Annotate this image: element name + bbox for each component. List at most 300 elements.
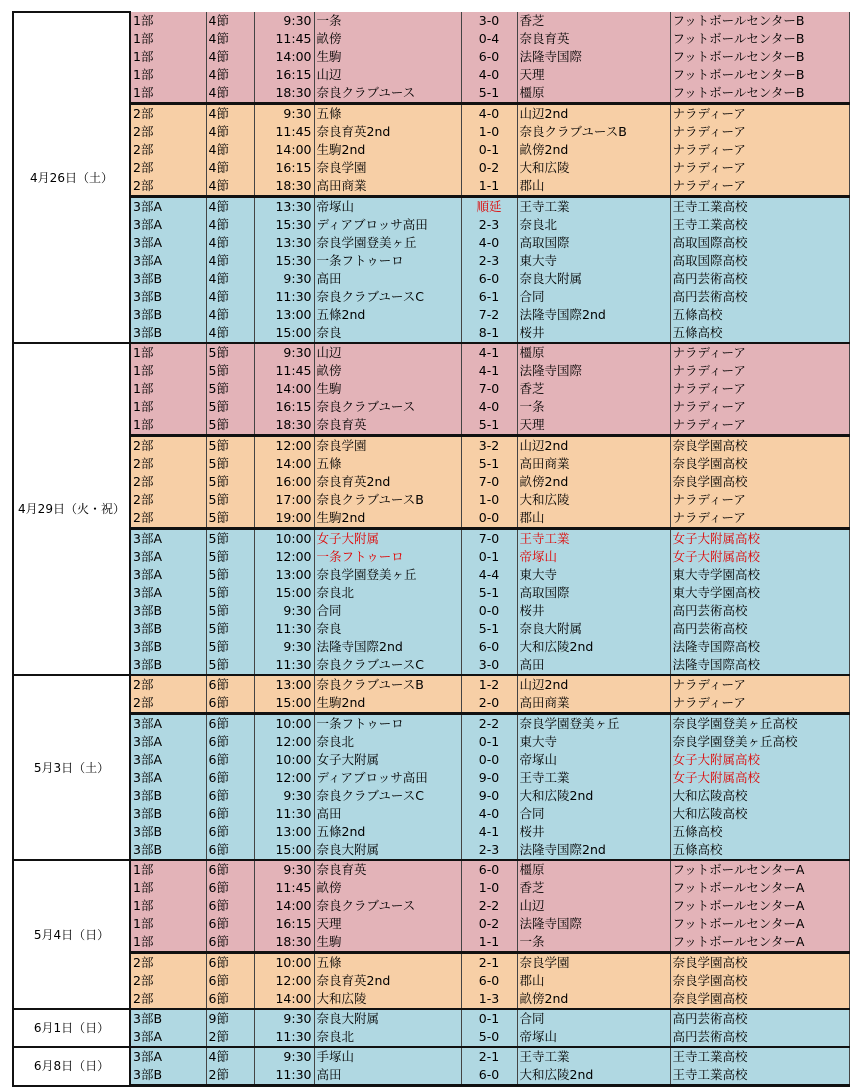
home-team-cell: 奈良学園 [314,159,461,177]
home-team-cell: 奈良北 [314,584,461,602]
home-team-cell: 奈良クラブユース [314,84,461,104]
away-team-cell: 奈良大附属 [517,620,670,638]
score-cell: 4-1 [461,823,517,841]
away-team-cell: 一条 [517,933,670,953]
time-cell: 13:00 [254,675,314,694]
division-cell: 1部 [130,915,206,933]
venue-cell: ナラディーア [670,362,849,380]
date-cell: 6月1日（日） [13,1009,130,1047]
venue-cell: フットボールセンターB [670,66,849,84]
match-row [13,123,849,141]
score-cell: 0-0 [461,602,517,620]
venue-cell: フットボールセンターA [670,860,849,879]
match-row [13,104,849,124]
away-team-cell: 一条 [517,398,670,416]
score-cell: 0-1 [461,141,517,159]
venue-cell: フットボールセンターB [670,30,849,48]
venue-cell: 奈良学園高校 [670,436,849,456]
home-team-cell: 大和広陵 [314,990,461,1009]
time-cell: 14:00 [254,380,314,398]
away-team-cell: 桜井 [517,823,670,841]
time-cell: 16:15 [254,398,314,416]
time-cell: 11:45 [254,30,314,48]
score-cell: 0-2 [461,159,517,177]
round-cell: 6節 [206,953,254,973]
round-cell: 6節 [206,805,254,823]
round-cell: 4節 [206,159,254,177]
home-team-cell: 奈良クラブユース [314,897,461,915]
away-team-cell: 奈良学園登美ヶ丘 [517,714,670,734]
home-team-cell: 奈良クラブユースC [314,787,461,805]
division-cell: 3部B [130,306,206,324]
match-row [13,675,849,694]
match-row [13,733,849,751]
score-cell: 6-0 [461,270,517,288]
away-team-cell: 畝傍2nd [517,141,670,159]
home-team-cell: 五條2nd [314,306,461,324]
time-cell: 13:00 [254,306,314,324]
match-row [13,548,849,566]
match-row [13,84,849,104]
venue-cell: 東大寺学園高校 [670,566,849,584]
round-cell: 6節 [206,714,254,734]
venue-cell: 王寺工業高校 [670,197,849,217]
time-cell: 15:00 [254,694,314,714]
away-team-cell: 合同 [517,805,670,823]
round-cell: 5節 [206,620,254,638]
home-team-cell: 山辺 [314,343,461,362]
venue-cell: 女子大附属高校 [670,529,849,549]
time-cell: 13:00 [254,823,314,841]
home-team-cell: 五條 [314,104,461,124]
home-team-cell: 奈良クラブユースB [314,491,461,509]
round-cell: 6節 [206,990,254,1009]
match-row [13,436,849,456]
time-cell: 16:00 [254,473,314,491]
away-team-cell: 高田 [517,656,670,675]
away-team-cell: 山辺2nd [517,104,670,124]
away-team-cell: 法隆寺国際 [517,915,670,933]
round-cell: 4節 [206,177,254,197]
round-cell: 6節 [206,787,254,805]
venue-cell: 法隆寺国際高校 [670,656,849,675]
round-cell: 5節 [206,638,254,656]
score-cell: 4-0 [461,805,517,823]
division-cell: 3部B [130,602,206,620]
time-cell: 11:30 [254,288,314,306]
time-cell: 17:00 [254,491,314,509]
division-cell: 3部B [130,620,206,638]
away-team-cell: 法隆寺国際 [517,362,670,380]
time-cell: 9:30 [254,1009,314,1028]
round-cell: 4節 [206,306,254,324]
away-team-cell: 畝傍2nd [517,473,670,491]
home-team-cell: 一条フトゥーロ [314,548,461,566]
division-cell: 2部 [130,990,206,1009]
score-cell: 4-4 [461,566,517,584]
match-row [13,972,849,990]
time-cell: 14:00 [254,990,314,1009]
venue-cell: 奈良学園登美ヶ丘高校 [670,714,849,734]
division-cell: 1部 [130,860,206,879]
venue-cell: ナラディーア [670,416,849,436]
round-cell: 6節 [206,972,254,990]
venue-cell: ナラディーア [670,509,849,529]
division-cell: 1部 [130,933,206,953]
time-cell: 12:00 [254,733,314,751]
division-cell: 3部A [130,566,206,584]
round-cell: 4節 [206,1047,254,1066]
match-row [13,48,849,66]
division-cell: 3部B [130,270,206,288]
home-team-cell: 生駒2nd [314,141,461,159]
time-cell: 11:45 [254,362,314,380]
division-cell: 1部 [130,362,206,380]
score-cell: 0-1 [461,1009,517,1028]
score-cell: 6-0 [461,638,517,656]
match-row [13,714,849,734]
score-cell: 2-3 [461,216,517,234]
division-cell: 3部A [130,1028,206,1047]
division-cell: 3部B [130,841,206,860]
venue-cell: フットボールセンターB [670,48,849,66]
score-cell: 6-0 [461,860,517,879]
division-cell: 2部 [130,123,206,141]
venue-cell: 女子大附属高校 [670,751,849,769]
score-cell: 6-1 [461,288,517,306]
division-cell: 3部B [130,638,206,656]
round-cell: 6節 [206,675,254,694]
venue-cell: ナラディーア [670,675,849,694]
score-cell: 6-0 [461,972,517,990]
venue-cell: 奈良学園高校 [670,972,849,990]
home-team-cell: 高田 [314,1066,461,1086]
venue-cell: ナラディーア [670,398,849,416]
home-team-cell: 生駒 [314,933,461,953]
round-cell: 6節 [206,915,254,933]
score-cell: 4-0 [461,398,517,416]
division-cell: 1部 [130,398,206,416]
venue-cell: 奈良学園高校 [670,990,849,1009]
match-row [13,234,849,252]
round-cell: 5節 [206,491,254,509]
round-cell: 6節 [206,769,254,787]
round-cell: 2節 [206,1066,254,1086]
away-team-cell: 香芝 [517,12,670,30]
division-cell: 2部 [130,953,206,973]
division-cell: 2部 [130,104,206,124]
time-cell: 13:00 [254,566,314,584]
time-cell: 19:00 [254,509,314,529]
away-team-cell: 大和広陵2nd [517,638,670,656]
match-row [13,66,849,84]
away-team-cell: 東大寺 [517,252,670,270]
division-cell: 3部A [130,751,206,769]
round-cell: 4節 [206,216,254,234]
score-cell: 5-1 [461,416,517,436]
away-team-cell: 橿原 [517,860,670,879]
home-team-cell: 合同 [314,602,461,620]
date-cell: 4月26日（土） [13,12,130,343]
venue-cell: 五條高校 [670,324,849,343]
date-cell: 4月29日（火・祝） [13,343,130,675]
round-cell: 5節 [206,566,254,584]
round-cell: 5節 [206,548,254,566]
venue-cell: フットボールセンターA [670,897,849,915]
score-cell: 7-0 [461,380,517,398]
round-cell: 6節 [206,751,254,769]
match-row [13,343,849,362]
match-row [13,915,849,933]
round-cell: 5節 [206,529,254,549]
time-cell: 14:00 [254,48,314,66]
match-row [13,1047,849,1066]
score-cell: 1-1 [461,933,517,953]
score-cell: 2-2 [461,714,517,734]
match-row [13,491,849,509]
home-team-cell: 生駒 [314,380,461,398]
venue-cell: フットボールセンターA [670,915,849,933]
home-team-cell: 五條 [314,953,461,973]
match-row [13,159,849,177]
score-cell: 1-1 [461,177,517,197]
away-team-cell: 香芝 [517,879,670,897]
score-cell: 7-0 [461,529,517,549]
venue-cell: 高取国際高校 [670,234,849,252]
round-cell: 4節 [206,104,254,124]
home-team-cell: 五條2nd [314,823,461,841]
away-team-cell: 橿原 [517,343,670,362]
venue-cell: 高円芸術高校 [670,602,849,620]
venue-cell: ナラディーア [670,694,849,714]
time-cell: 9:30 [254,12,314,30]
venue-cell: ナラディーア [670,141,849,159]
round-cell: 6節 [206,860,254,879]
score-cell: 1-0 [461,123,517,141]
time-cell: 12:00 [254,436,314,456]
time-cell: 18:30 [254,416,314,436]
away-team-cell: 橿原 [517,84,670,104]
match-row [13,1028,849,1047]
match-row [13,197,849,217]
time-cell: 18:30 [254,84,314,104]
score-cell: 9-0 [461,787,517,805]
match-row [13,953,849,973]
score-cell: 4-1 [461,343,517,362]
match-row [13,751,849,769]
home-team-cell: 奈良クラブユース [314,398,461,416]
round-cell: 6節 [206,694,254,714]
home-team-cell: 手塚山 [314,1047,461,1066]
score-cell: 0-1 [461,733,517,751]
time-cell: 11:45 [254,879,314,897]
home-team-cell: 高田 [314,805,461,823]
match-row [13,216,849,234]
time-cell: 11:30 [254,1066,314,1086]
round-cell: 5節 [206,362,254,380]
score-cell: 2-0 [461,694,517,714]
score-cell: 4-0 [461,234,517,252]
round-cell: 2節 [206,1028,254,1047]
round-cell: 5節 [206,436,254,456]
venue-cell: 奈良学園高校 [670,455,849,473]
away-team-cell: 大和広陵2nd [517,1066,670,1086]
venue-cell: ナラディーア [670,380,849,398]
score-cell: 5-1 [461,620,517,638]
away-team-cell: 東大寺 [517,733,670,751]
time-cell: 11:30 [254,1028,314,1047]
match-row [13,769,849,787]
score-cell: 7-0 [461,473,517,491]
match-row [13,416,849,436]
home-team-cell: 生駒 [314,48,461,66]
home-team-cell: 奈良学園 [314,436,461,456]
division-cell: 3部A [130,529,206,549]
division-cell: 3部A [130,769,206,787]
score-cell: 7-2 [461,306,517,324]
away-team-cell: 奈良大附属 [517,270,670,288]
time-cell: 15:30 [254,252,314,270]
match-row [13,529,849,549]
away-team-cell: 奈良北 [517,216,670,234]
date-cell: 5月3日（土） [13,675,130,860]
home-team-cell: ディアブロッサ高田 [314,216,461,234]
away-team-cell: 高取国際 [517,234,670,252]
match-row [13,656,849,675]
match-row [13,12,849,30]
score-cell: 6-0 [461,48,517,66]
score-cell: 4-1 [461,362,517,380]
time-cell: 15:00 [254,841,314,860]
time-cell: 11:30 [254,805,314,823]
match-row [13,638,849,656]
away-team-cell: 奈良育英 [517,30,670,48]
score-cell: 1-3 [461,990,517,1009]
venue-cell: ナラディーア [670,123,849,141]
home-team-cell: 一条フトゥーロ [314,252,461,270]
venue-cell: 奈良学園高校 [670,953,849,973]
score-cell: 順延 [461,197,517,217]
away-team-cell: 畝傍2nd [517,990,670,1009]
score-cell: 0-0 [461,509,517,529]
score-cell: 2-3 [461,252,517,270]
home-team-cell: 一条 [314,12,461,30]
division-cell: 2部 [130,177,206,197]
division-cell: 3部B [130,823,206,841]
match-row [13,841,849,860]
division-cell: 2部 [130,141,206,159]
round-cell: 6節 [206,841,254,860]
time-cell: 9:30 [254,1047,314,1066]
time-cell: 9:30 [254,860,314,879]
home-team-cell: 一条フトゥーロ [314,714,461,734]
round-cell: 6節 [206,897,254,915]
round-cell: 4節 [206,66,254,84]
division-cell: 3部A [130,252,206,270]
match-row [13,602,849,620]
venue-cell: 高円芸術高校 [670,620,849,638]
venue-cell: 王寺工業高校 [670,1066,849,1086]
division-cell: 1部 [130,30,206,48]
round-cell: 6節 [206,733,254,751]
round-cell: 5節 [206,398,254,416]
division-cell: 1部 [130,66,206,84]
venue-cell: フットボールセンターA [670,933,849,953]
away-team-cell: 郡山 [517,509,670,529]
away-team-cell: 山辺2nd [517,436,670,456]
division-cell: 1部 [130,84,206,104]
venue-cell: 高円芸術高校 [670,1009,849,1028]
time-cell: 12:00 [254,548,314,566]
away-team-cell: 大和広陵 [517,159,670,177]
home-team-cell: 奈良育英2nd [314,473,461,491]
time-cell: 12:00 [254,769,314,787]
division-cell: 1部 [130,12,206,30]
match-row [13,252,849,270]
division-cell: 3部B [130,656,206,675]
venue-cell: 大和広陵高校 [670,787,849,805]
round-cell: 4節 [206,197,254,217]
round-cell: 4節 [206,48,254,66]
match-row [13,30,849,48]
time-cell: 9:30 [254,602,314,620]
away-team-cell: 奈良学園 [517,953,670,973]
venue-cell: フットボールセンターB [670,84,849,104]
home-team-cell: 奈良大附属 [314,1009,461,1028]
division-cell: 2部 [130,675,206,694]
away-team-cell: 東大寺 [517,566,670,584]
time-cell: 10:00 [254,953,314,973]
home-team-cell: 畝傍 [314,30,461,48]
away-team-cell: 帝塚山 [517,548,670,566]
match-row [13,1066,849,1086]
match-row [13,177,849,197]
home-team-cell: 奈良 [314,620,461,638]
division-cell: 2部 [130,491,206,509]
score-cell: 2-1 [461,1047,517,1066]
division-cell: 2部 [130,972,206,990]
match-row [13,566,849,584]
score-cell: 2-2 [461,897,517,915]
time-cell: 10:00 [254,529,314,549]
match-row [13,805,849,823]
time-cell: 9:30 [254,787,314,805]
match-row [13,362,849,380]
venue-cell: 大和広陵高校 [670,805,849,823]
venue-cell: 東大寺学園高校 [670,584,849,602]
round-cell: 4節 [206,324,254,343]
time-cell: 12:00 [254,972,314,990]
score-cell: 0-2 [461,915,517,933]
time-cell: 16:15 [254,159,314,177]
venue-cell: 王寺工業高校 [670,216,849,234]
round-cell: 6節 [206,879,254,897]
venue-cell: ナラディーア [670,491,849,509]
score-cell: 1-2 [461,675,517,694]
venue-cell: 高円芸術高校 [670,270,849,288]
round-cell: 5節 [206,380,254,398]
away-team-cell: 奈良クラブユースB [517,123,670,141]
away-team-cell: 桜井 [517,602,670,620]
time-cell: 13:30 [254,197,314,217]
away-team-cell: 天理 [517,66,670,84]
away-team-cell: 桜井 [517,324,670,343]
match-row [13,473,849,491]
away-team-cell: 帝塚山 [517,751,670,769]
away-team-cell: 帝塚山 [517,1028,670,1047]
division-cell: 3部B [130,1066,206,1086]
home-team-cell: 法隆寺国際2nd [314,638,461,656]
